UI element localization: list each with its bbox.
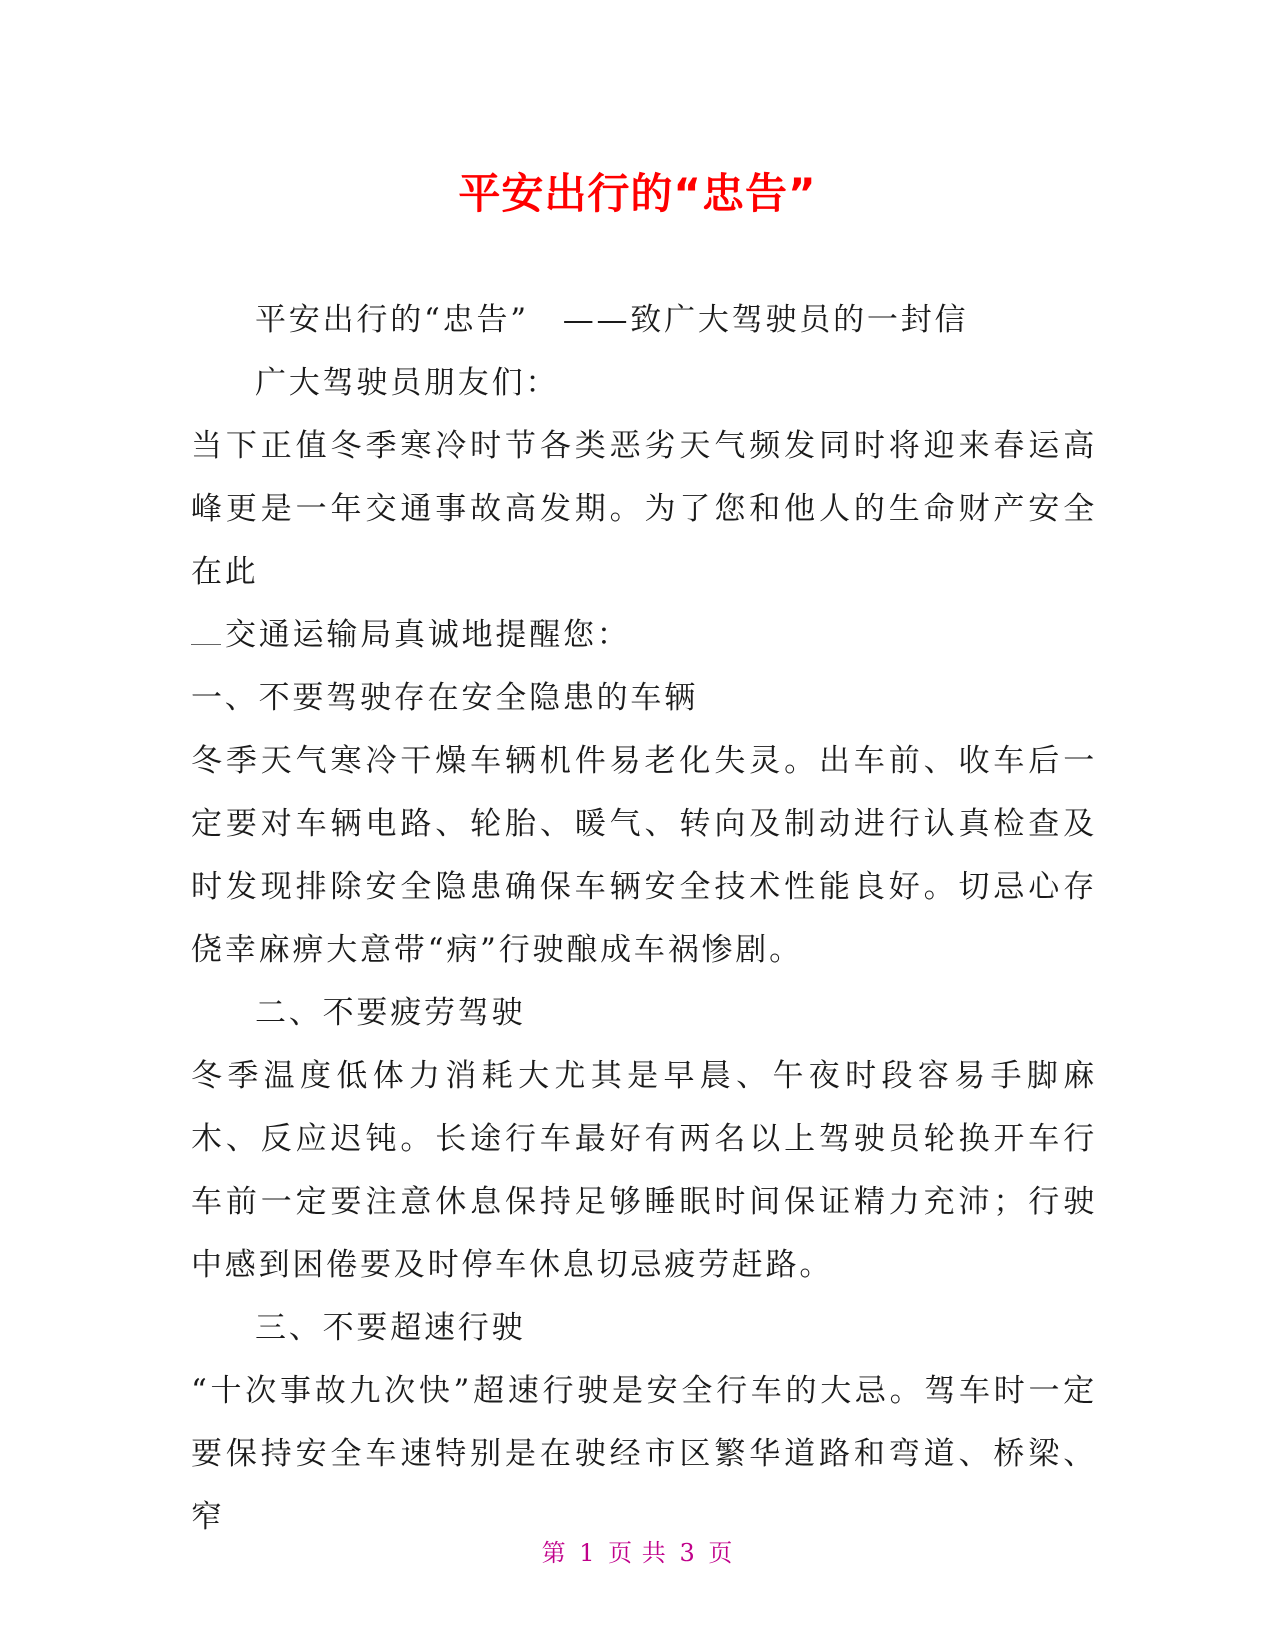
footer-prefix: 第: [541, 1539, 567, 1567]
letter-heading: 平安出行的“忠告” ——致广大驾驶员的一封信: [255, 302, 969, 338]
footer-total-pages: 3: [679, 1539, 696, 1567]
intro-paragraph-tail: 交通运输局真诚地提醒您：: [225, 617, 631, 653]
intro-paragraph-cont: [191, 604, 1097, 667]
section-paragraph-1: 冬季天气寒冷干燥车辆机件易老化失灵。出车前、收车后一定要对车辆电路、轮胎、暖气、转向及制动进行认真检查及时发现排除安全隐患确保车辆安全技术性能良好。切忌心存侥幸麻痹大意带“病”行驶酿成车祸惨剧。: [191, 743, 1097, 968]
document-body: [191, 289, 1097, 1549]
footer-suffix: 页: [708, 1539, 734, 1567]
section-paragraph-3: “十次事故九次快”超速行驶是安全行车的大忌。驾车时一定要保持安全车速特别是在驶经市区繁华道路和弯道、桥梁、窄: [191, 1373, 1097, 1535]
blank-underline: [191, 640, 221, 645]
section-paragraph-2: 冬季温度低体力消耗大尤其是早晨、午夜时段容易手脚麻木、反应迟钝。长途行车最好有两名以上驾驶员轮换开车行车前一定要注意休息保持足够睡眠时间保证精力充沛；行驶中感到困倦要及时停车休息切忌疲劳赶路。: [191, 1058, 1097, 1283]
section-heading-2: 二、不要疲劳驾驶: [255, 995, 526, 1031]
section-heading-1: 一、不要驾驶存在安全隐患的车辆: [191, 680, 698, 716]
intro-paragraph: 当下正值冬季寒冷时节各类恶劣天气频发同时将迎来春运高峰更是一年交通事故高发期。为了您和他人的生命财产安全在此: [191, 428, 1097, 590]
document-title: 平安出行的“忠告”: [458, 169, 817, 218]
page-footer: [0, 1538, 1275, 1568]
section-heading-3: 三、不要超速行驶: [255, 1310, 526, 1346]
footer-page-number: 1: [579, 1539, 596, 1567]
salutation: 广大驾驶员朋友们：: [255, 365, 560, 401]
footer-middle: 页 共: [608, 1539, 667, 1567]
